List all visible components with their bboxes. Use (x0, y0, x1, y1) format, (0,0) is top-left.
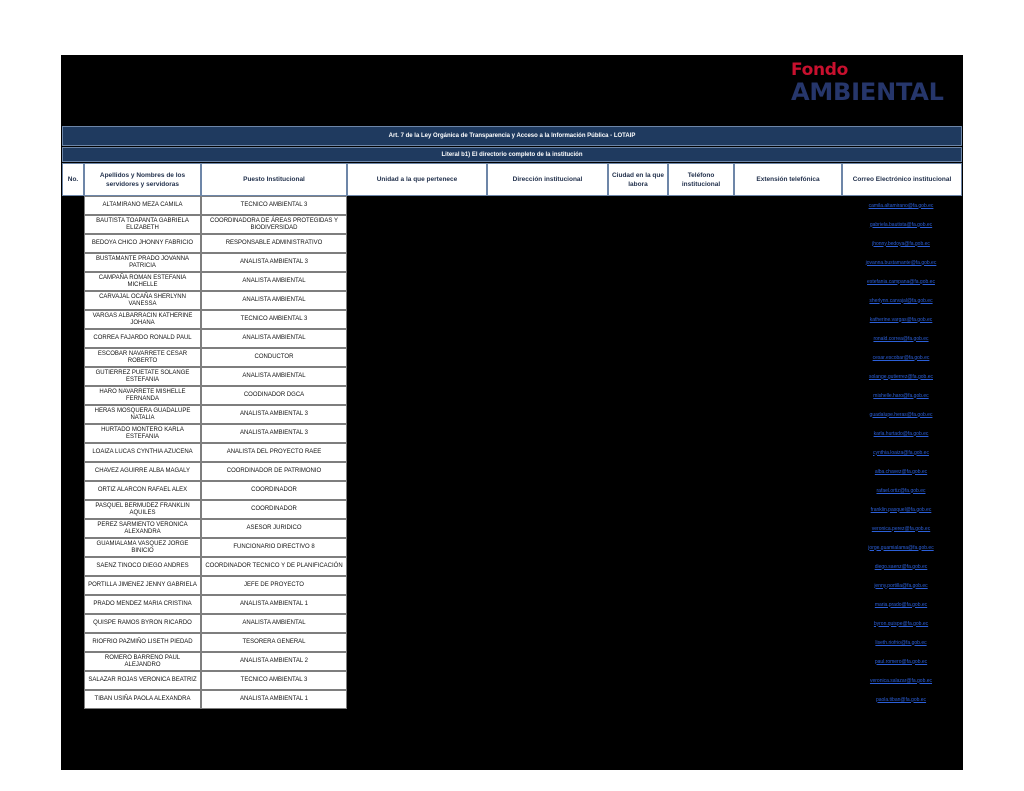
email-link[interactable]: guadalupe.heras@fa.gob.ec (869, 411, 933, 418)
email-link[interactable]: veronica.perez@fa.gob.ec (871, 525, 931, 532)
employee-position: ANALISTA AMBIENTAL (201, 272, 347, 291)
employee-name: HURTADO MONTERO KARLA ESTEFANIA (84, 424, 201, 443)
table-row (84, 234, 347, 253)
header-address: Dirección institucional (487, 163, 608, 196)
table-row (84, 557, 347, 576)
email-link[interactable]: byron.quispe@fa.gob.ec (873, 620, 929, 627)
employee-position: FUNCIONARIO DIRECTIVO 8 (201, 538, 347, 557)
employee-position: TECNICO AMBIENTAL 3 (201, 196, 347, 215)
employee-position: ANALISTA AMBIENTAL (201, 367, 347, 386)
directory-rows (84, 196, 347, 709)
email-link[interactable]: jorge.guamialama@fa.gob.ec (868, 544, 934, 551)
employee-position: JEFE DE PROYECTO (201, 576, 347, 595)
employee-position: TECNICO AMBIENTAL 3 (201, 671, 347, 690)
email-link[interactable]: rafael.ortiz@fa.gob.ec (876, 487, 926, 494)
employee-position: RESPONSABLE ADMINISTRATIVO (201, 234, 347, 253)
email-link[interactable]: ronald.correa@fa.gob.ec (873, 335, 929, 342)
table-row (84, 538, 347, 557)
header-extension: Extensión telefónica (734, 163, 842, 196)
employee-name: PORTILLA JIMENEZ JENNY GABRIELA (84, 576, 201, 595)
header-unit: Unidad a la que pertenece (347, 163, 487, 196)
employee-position: COORDINADOR (201, 481, 347, 500)
employee-name: QUISPE RAMOS BYRON RICARDO (84, 614, 201, 633)
logo-line-1: Fondo (791, 60, 849, 80)
employee-name: ORTIZ ALARCON RAFAEL ALEX (84, 481, 201, 500)
header-name: Apellidos y Nombres de los servidores y servidoras (84, 163, 201, 196)
email-link[interactable]: gabriela.bautista@fa.gob.ec (869, 221, 933, 228)
table-row (84, 595, 347, 614)
header-email: Correo Electrónico institucional (842, 163, 962, 196)
table-row (84, 291, 347, 310)
email-link[interactable]: karla.hurtado@fa.gob.ec (873, 430, 929, 437)
employee-name: CAMPAÑA ROMAN ESTEFANIA MICHELLE (84, 272, 201, 291)
employee-position: COORDINADOR DE PATRIMONIO (201, 462, 347, 481)
table-row (84, 196, 347, 215)
email-link[interactable]: solange.gutierrez@fa.gob.ec (868, 373, 933, 380)
employee-position: COORDINADORA DE ÁREAS PROTEGIDAS Y BIODIVERSIDAD (201, 215, 347, 234)
document-title: Art. 7 de la Ley Orgánica de Transparencia y Acceso a la Información Pública - LOTAIP (62, 126, 962, 146)
employee-name: LOAIZA LUCAS CYNTHIA AZUCENA (84, 443, 201, 462)
table-row (84, 310, 347, 329)
table-row (84, 614, 347, 633)
employee-position: CONDUCTOR (201, 348, 347, 367)
logo-line-2: AMBIENTAL (791, 78, 944, 106)
table-row (84, 424, 347, 443)
email-link[interactable]: camila.altamirano@fa.gob.ec (868, 202, 934, 209)
employee-position: ANALISTA DEL PROYECTO RAEE (201, 443, 347, 462)
table-row (84, 386, 347, 405)
header-number: No. (62, 163, 84, 196)
employee-name: GUAMIALAMA VASQUEZ JORGE BINICIO (84, 538, 201, 557)
employee-name: BUSTAMANTE PRADO JOVANNA PATRICIA (84, 253, 201, 272)
email-link[interactable]: mishelle.haro@fa.gob.ec (873, 392, 929, 399)
document-subtitle: Literal b1) El directorio completo de la institución (62, 147, 962, 162)
email-link[interactable]: cesar.escobar@fa.gob.ec (872, 354, 930, 361)
employee-name: ESCOBAR NAVARRETE CESAR ROBERTO (84, 348, 201, 367)
employee-name: BEDOYA CHICO JHONNY FABRICIO (84, 234, 201, 253)
employee-position: TECNICO AMBIENTAL 3 (201, 310, 347, 329)
table-row (84, 690, 347, 709)
email-link[interactable]: jovanna.bustamante@fa.gob.ec (865, 259, 937, 266)
employee-name: HARO NAVARRETE MISHELLE FERNANDA (84, 386, 201, 405)
employee-position: ANALISTA AMBIENTAL 3 (201, 253, 347, 272)
email-link[interactable]: liseth.riofrio@fa.gob.ec (875, 639, 927, 646)
header-city: Ciudad en la que labora (608, 163, 668, 196)
email-link[interactable]: jhonny.bedoya@fa.gob.ec (872, 240, 930, 247)
employee-position: ASESOR JURIDICO (201, 519, 347, 538)
table-row (84, 367, 347, 386)
employee-name: SALAZAR ROJAS VERONICA BEATRIZ (84, 671, 201, 690)
table-row (84, 462, 347, 481)
employee-position: COODINADOR DGCA (201, 386, 347, 405)
employee-name: VARGAS ALBARRACIN KATHERINE JOHANA (84, 310, 201, 329)
table-row (84, 405, 347, 424)
employee-position: ANALISTA AMBIENTAL (201, 614, 347, 633)
email-link[interactable]: jenny.portilla@fa.gob.ec (874, 582, 928, 589)
table-row (84, 633, 347, 652)
email-link[interactable]: sherlynn.carvajal@fa.gob.ec (869, 297, 933, 304)
employee-position: ANALISTA AMBIENTAL 1 (201, 595, 347, 614)
employee-position: ANALISTA AMBIENTAL (201, 329, 347, 348)
employee-name: RIOFRIO PAZMIÑO LISETH PIEDAD (84, 633, 201, 652)
email-link[interactable]: paul.romero@fa.gob.ec (874, 658, 928, 665)
email-link[interactable]: veronica.salazar@fa.gob.ec (869, 677, 933, 684)
email-column (846, 196, 956, 709)
employee-position: ANALISTA AMBIENTAL (201, 291, 347, 310)
employee-position: ANALISTA AMBIENTAL 1 (201, 690, 347, 709)
email-link[interactable]: diego.saenz@fa.gob.ec (874, 563, 928, 570)
employee-name: CORREA FAJARDO RONALD PAUL (84, 329, 201, 348)
employee-name: ALTAMIRANO MEZA CAMILA (84, 196, 201, 215)
table-row (84, 348, 347, 367)
employee-name: HERAS MOSQUERA GUADALUPE NATALIA (84, 405, 201, 424)
fondo-ambiental-logo (791, 62, 951, 110)
email-link[interactable]: cynthia.loaiza@fa.gob.ec (873, 449, 929, 456)
employee-name: SAENZ TINOCO DIEGO ANDRES (84, 557, 201, 576)
table-row (84, 481, 347, 500)
table-row (84, 215, 347, 234)
employee-name: BAUTISTA TOAPANTA GABRIELA ELIZABETH (84, 215, 201, 234)
table-row (84, 519, 347, 538)
table-row (84, 652, 347, 671)
employee-name: PRADO MENDEZ MARIA CRISTINA (84, 595, 201, 614)
employee-name: ROMERO BARRENO PAUL ALEJANDRO (84, 652, 201, 671)
employee-name: CHAVEZ AGUIRRE ALBA MAGALY (84, 462, 201, 481)
email-link[interactable]: alba.chavez@fa.gob.ec (874, 468, 928, 475)
header-phone: Teléfono institucional (668, 163, 734, 196)
email-link[interactable]: maria.prado@fa.gob.ec (874, 601, 928, 608)
employee-name: GUTIERREZ PUETATE SOLANGE ESTEFANIA (84, 367, 201, 386)
employee-position: ANALISTA AMBIENTAL 2 (201, 652, 347, 671)
employee-name: CARVAJAL OCAÑA SHERLYNN VANESSA (84, 291, 201, 310)
table-row (84, 272, 347, 291)
employee-name: PASQUEL BERMUDEZ FRANKLIN AQUILES (84, 500, 201, 519)
table-row (84, 443, 347, 462)
table-row (84, 329, 347, 348)
email-link[interactable]: estefania.campana@fa.gob.ec (867, 278, 935, 285)
email-link[interactable]: franklin.pasquel@fa.gob.ec (870, 506, 932, 513)
table-row (84, 500, 347, 519)
employee-position: ANALISTA AMBIENTAL 3 (201, 405, 347, 424)
email-link[interactable]: katherine.vargas@fa.gob.ec (869, 316, 933, 323)
email-link[interactable]: paola.tiban@fa.gob.ec (875, 696, 927, 703)
table-row (84, 671, 347, 690)
employee-position: TESORERA GENERAL (201, 633, 347, 652)
table-row (84, 576, 347, 595)
employee-position: COORDINADOR (201, 500, 347, 519)
header-position: Puesto Institucional (201, 163, 347, 196)
employee-name: PEREZ SARMIENTO VERONICA ALEXANDRA (84, 519, 201, 538)
employee-name: TIBAN USIÑA PAOLA ALEXANDRA (84, 690, 201, 709)
employee-position: COORDINADOR TECNICO Y DE PLANIFICACIÓN (201, 557, 347, 576)
table-row (84, 253, 347, 272)
employee-position: ANALISTA AMBIENTAL 3 (201, 424, 347, 443)
